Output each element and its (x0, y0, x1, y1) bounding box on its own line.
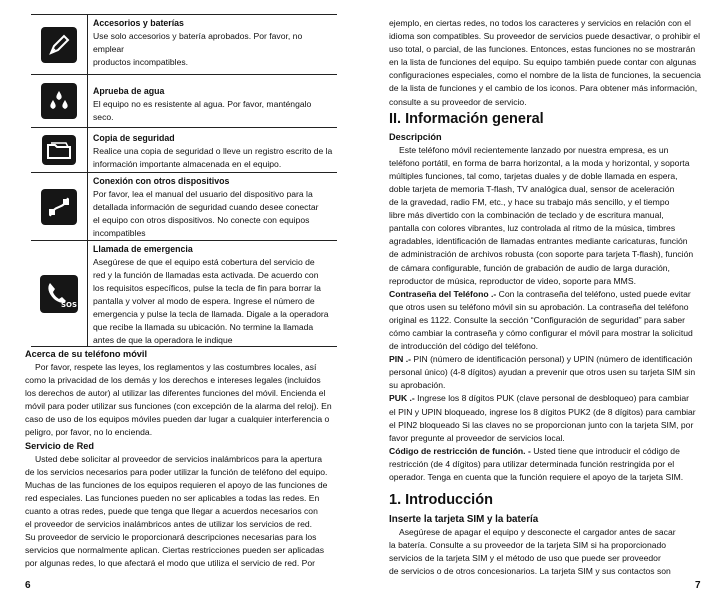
codigo-line: restricción (de 4 dígitos) para utilizar determinada función restringida por el (389, 458, 675, 469)
cont-line: en la lista de funciones del equipo. Su equipo también puede contar con algunas (389, 57, 697, 68)
pin-label: PIN .- (389, 354, 411, 365)
section-2-heading: II. Información general (389, 110, 544, 127)
pin-line: personal único) (4-8 dígitos) ayudan a prevenir que otros usen su tarjeta SIM sin (389, 367, 696, 378)
acerca-line: móvil para poder utilizar sus funciones (con excepción de la alarma del reloj). En (25, 401, 332, 412)
insert-line: la batería. Consulte a su proveedor de la tarjeta SIM si ha proporcionado (389, 540, 667, 551)
pin-line: su aprobación. (389, 380, 446, 391)
right-page-body (389, 17, 701, 578)
contrasena-label: Contraseña del Teléfono .- (389, 288, 497, 299)
puk-label: PUK .- (389, 393, 415, 404)
servicio-line: Usted debe solicitar al proveedor de servicios inalámbricos para la apertura (35, 453, 323, 464)
contrasena-line: cómo cambiar la contraseña y cómo configurar el móvil para mostrar la solicitud (389, 327, 693, 338)
safety-line: los requisitos específicos, pulse la tecla de fin para borrar la (93, 283, 321, 293)
cont-line: uso total, o parcial, de las funciones. Entonces, estas funciones no se mostrarán (389, 44, 696, 55)
page-number-right: 7 (695, 580, 701, 591)
descripcion-line: múltiples funciones, tal como, tarjetas duales y de doble llamada en espera, (389, 170, 678, 181)
safety-title: Llamada de emergencia (93, 244, 193, 254)
insert-line: servicios de la tarjeta SIM y el método de uso que puede ser proveedor (389, 553, 661, 564)
descripcion-line: de la gravedad, radio FM, etc., y hace su trabajo más sencillo, y el tiempo (389, 197, 670, 208)
safety-line: emergencia y pulse la tecla de llamada. Digale a la operadora (93, 309, 329, 319)
puk-line: el PIN2 bloqueado Si las claves no se proporcionan junto con la tarjeta SIM, por (389, 419, 694, 430)
descripcion-line: de cámara configurable, función de grabación de audio de larga duración, (389, 262, 670, 273)
codigo-line: operador. Tenga en cuenta que la función requiere el apoyo de la tarjeta SIM. (389, 472, 684, 482)
safety-text (88, 128, 335, 172)
safety-row-water (31, 75, 337, 128)
safety-line: El equipo no es resistente al agua. Por favor, manténgalo seco. (93, 99, 312, 122)
safety-line: productos incompatibles. (93, 57, 189, 67)
servicio-line: de los servicios necesarios para poder utilizar la función de teléfono del equipo. (25, 466, 328, 477)
pin-line (389, 353, 701, 366)
descripcion-line: Este teléfono móvil recientemente lanzado por nuestra empresa, es un (399, 144, 669, 155)
codigo-label: Código de restricción de función. - (389, 445, 531, 456)
svg-text:SOS: SOS (61, 300, 78, 309)
safety-table (31, 14, 337, 347)
safety-text (88, 241, 332, 346)
safety-line: red y la función de llamadas esta activada. De acuerdo con (93, 270, 319, 280)
insert-line: de servicios o de otros concesionarios. La tarjeta SIM y sus contactos son (389, 566, 671, 577)
safety-row-emergency (31, 241, 337, 347)
safety-text (88, 15, 337, 74)
safety-line: Use solo accesorios y batería aprobados. Por favor, no emplear (93, 31, 303, 54)
contrasena-text: Con la contraseña del teléfono, usted puede evitar (496, 288, 691, 299)
cont-line: de la lista de funciones y el cambio de los iconos. Para obtener más información, (389, 83, 698, 94)
safety-line: que recibe la llamada su ubicación. No termine la llamada (93, 322, 314, 332)
water-drops-icon (41, 83, 77, 119)
servicio-line: Su proveedor de servicio le proporcionará descripciones necesarias para los (25, 532, 317, 543)
acerca-line: Por favor, respete las leyes, los reglamentos y las costumbres locales, así (35, 362, 317, 372)
safety-text (88, 173, 322, 240)
icon-cell (31, 128, 88, 172)
icon-cell (31, 75, 88, 127)
servicio-line: por algunas redes, lo que afectará el modo que utiliza el servicio de red. Por (25, 558, 315, 569)
folder-icon (42, 135, 76, 165)
safety-text (88, 75, 337, 127)
servicio-line: servicios que normalmente aplican. Ciertas restricciones pueden ser aplicadas (25, 545, 325, 556)
insert-heading: Inserte la tarjeta SIM y la batería (389, 514, 539, 526)
safety-line: pantalla y volver al modo de espera. Ingrese el número de (93, 296, 315, 306)
cont-line: ejemplo, en ciertas redes, no todos los caracteres y servicios en relación con el (389, 18, 691, 28)
acerca-line: como la privacidad de los demás y los derechos e intereses legales (incluidos (25, 375, 321, 386)
contrasena-line: original es 1122. Consulte la sección “Configuración de seguridad” para saber (389, 314, 686, 325)
servicio-line: cuanto a otras redes, puede que tenga que llegar a acuerdos necesarios con (25, 505, 318, 516)
servicio-line: Muchas de las funciones de los equipos requieren el apoyo de las funciones de (25, 479, 328, 490)
puk-line: el PIN y UPIN bloqueado, ingrese los 8 dígitos PUK2 (de 8 dígitos) para cambiar (389, 406, 696, 417)
safety-line: antes de que la operadora le indique (93, 335, 233, 345)
safety-title: Aprueba de agua (93, 86, 165, 96)
safety-row-connection (31, 173, 337, 241)
connection-icon (41, 189, 77, 225)
safety-title: Conexión con otros dispositivos (93, 176, 230, 186)
icon-cell (31, 241, 88, 346)
servicio-line: red especiales. Las funciones pueden no ser aplicables a todas las redes. En (25, 492, 320, 503)
icon-cell (31, 15, 88, 74)
puk-text: Ingrese los 8 dígitos PUK (clave personal de desbloqueo) para cambiar (414, 393, 689, 404)
descripcion-line: teléfono portátil, en forma de barra horizontal, a la moda y horizontal, y soporta (389, 157, 690, 168)
safety-row-accessories (31, 15, 337, 75)
descripcion-line: de administración de archivos robusta (con soporte para tarjeta T-flash), función (389, 249, 694, 260)
pen-icon (41, 27, 77, 63)
safety-line: el equipo con otros dispositivos. No conecte con equipos (93, 215, 310, 225)
safety-line: Realice una copia de seguridad o lleve un registro escrito de la (93, 146, 333, 156)
servicio-heading: Servicio de Red (25, 440, 94, 451)
safety-line: detallada información de seguridad cuando desee conectar (93, 202, 319, 212)
section-1-heading: 1. Introducción (389, 492, 493, 509)
puk-line (389, 392, 701, 405)
descripcion-line: reproductor de música, reproductor de video, soporte para MMS. (389, 275, 636, 286)
left-page-body (25, 348, 335, 570)
safety-line: Por favor, lea el manual del usuario del dispositivo para la (93, 189, 313, 199)
icon-cell (31, 173, 88, 240)
cont-line: idioma son compatibles. Su proveedor de servicios puede desactivar, o prohibir el (389, 31, 700, 42)
acerca-line: peligro, por favor, no lo encienda. (25, 427, 153, 438)
safety-line: Asegúrese de que el equipo está cobertura del servicio de (93, 257, 315, 267)
contrasena-line: que otros usen su teléfono móvil sin su aprobación. La contraseña del teléfono (389, 301, 689, 312)
cont-line: consulte a su proveedor de servicio. (389, 96, 527, 107)
insert-line: Asegúrese de apagar el equipo y desconecte el cargador antes de sacar (399, 527, 676, 538)
contrasena-line (389, 288, 701, 301)
servicio-line: el proveedor de servicios inalámbricos antes de utilizar los servicios de red. (25, 519, 313, 530)
safety-line: incompatibles (93, 228, 146, 238)
codigo-line (389, 445, 701, 458)
acerca-line: caso de uso de los equipos móviles pueden dar lugar a cualquier interferencia o (25, 414, 330, 425)
acerca-line: los derechos de autor) al utilizar las diferentes funciones del móvil. Encienda el (25, 388, 326, 399)
safety-line: información importante almacenada en el equipo. (93, 159, 282, 169)
descripcion-line: libre más divertido con la combinación de teclado y de escritura manual, (389, 210, 664, 221)
safety-row-backup (31, 128, 337, 173)
descripcion-line: pantalla con colores vibrantes, luz controlada al ritmo de la música, timbres (389, 223, 676, 234)
puk-line: favor pregunte al proveedor de servicios local. (389, 432, 565, 443)
cont-line: configuraciones especiales, como el nombre de la lista de funciones, la secuencia (389, 70, 701, 81)
page-number-left: 6 (25, 580, 31, 591)
codigo-text: Usted tiene que introducir el código de (530, 445, 680, 456)
safety-title: Accesorios y baterías (93, 18, 184, 28)
sos-phone-icon (40, 275, 78, 313)
safety-title: Copia de seguridad (93, 133, 175, 143)
descripcion-line: agradables, identificación de llamadas entrantes mediante caricaturas, función (389, 236, 688, 247)
contrasena-line: de introducción del código del teléfono. (389, 341, 539, 352)
descripcion-heading: Descripción (389, 131, 442, 142)
acerca-heading: Acerca de su teléfono móvil (25, 349, 148, 359)
descripcion-line: doble tarjeta de memoria T-flash, TV analógica dual, sensor de aceleración (389, 183, 675, 194)
pin-text: PIN (número de identificación personal) y UPIN (número de identificación (410, 354, 693, 365)
